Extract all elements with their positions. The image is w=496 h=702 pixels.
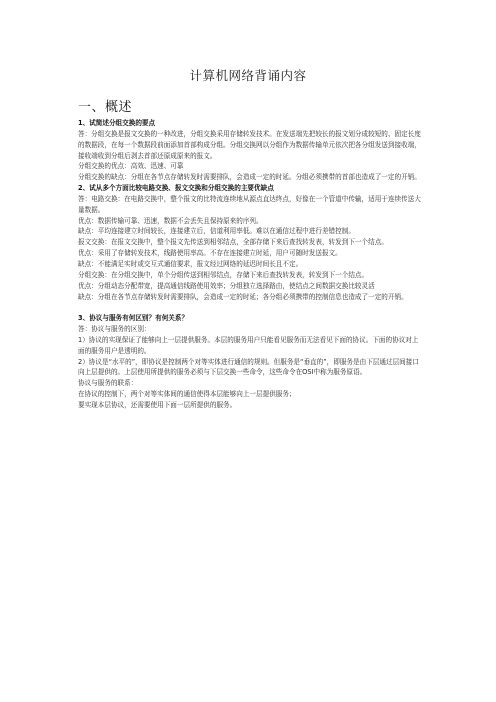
paragraph-gap [78, 302, 422, 313]
paragraph: 缺点：平均连接建立时间较长，连接建立后，信道利用率低。难以在通信过程中进行差错控制。 [78, 227, 355, 236]
paragraph: 答：协议与服务的区别： [78, 325, 151, 334]
paragraph: 优点：采用了存储转发技术，线路使用率高。不存在连接建立时延，用户可随时发送报文。 [78, 249, 342, 258]
paragraph: 答：分组交换是报文交换的一种改进，分组交换采用存储转发技术。在发送端先把较长的报文划分成较短的、固定长度的数据段，在每一个数据段前面添加首部构成分组。分组交换网以分组作为数据传输单元依次把各分组发送到接收端，接收端收到分组后剥去首部还原成原来的报文。 [78, 129, 421, 160]
paragraph: 分组交换的优点：高效、迅速、可靠 [78, 162, 184, 171]
paragraph: 分组交换的缺点：分组在各节点存储转发时需要排队，会造成一定的时延。分组必须携带的首部也造成了一定的开销。 [78, 173, 421, 182]
paragraph: 要实现本层协议，还需要使用下面一层所提供的服务。 [78, 400, 237, 409]
paragraph: 优点：分组动态分配带宽，提高通信线路使用效率；分组独立选择路由，使结点之间数据交换比较灵活 [78, 281, 375, 290]
question-heading: 3、协议与服务有何区别？有何关系？ [78, 314, 189, 323]
section-heading: 一、概述 [78, 100, 133, 115]
paragraph: 报文交换：在报文交换中，整个报文先传送到相邻结点，全部存储下来后查找转发表，转发到下一个结点。 [78, 238, 388, 247]
paragraph: 分组交换：在分组交换中，单个分组传送到相邻结点，存储下来后查找转发表，转发到下一个结点。 [78, 270, 369, 279]
paragraph: 在协议的控制下，两个对等实体间的通信使得本层能够向上一层提供服务； [78, 390, 296, 399]
paragraph: 优点：数据传输可靠、迅速，数据不会丢失且保持原来的序列。 [78, 216, 263, 225]
paragraph: 1）协议的实现保证了能够向上一层提供服务。本层的服务用户只能看见服务而无法看见下面的协议。下面的协议对上面的服务用户是透明的。 [78, 335, 419, 355]
paragraph: 2）协议是“水平的”，即协议是控制两个对等实体进行通信的规则。但服务是“垂直的”，即服务是由下层通过层间接口向上层提供的。上层使用所提供的服务必须与下层交换一些命令，这些命令在OSI中称为服务原语。 [78, 357, 419, 377]
paragraph: 缺点：不能满足实时或交互式通信要求，报文经过网络的延迟时间长且不定。 [78, 259, 303, 268]
question-heading: 1、试简述分组交换的要点 [78, 119, 156, 127]
paragraph: 答：电路交换：在电路交换中，整个报文的比特流连续地从源点直达终点，好像在一个管道中传输，适用于连续传送大量数据。 [78, 194, 421, 214]
paragraph: 缺点：分组在各节点存储转发时需要排队，会造成一定的时延；各分组必须携带的控制信息也造成了一定的开销。 [78, 292, 408, 301]
question-heading: 2、试从多个方面比较电路交换、报文交换和分组交换的主要优缺点 [78, 184, 274, 193]
document-body [78, 118, 422, 411]
page-title: 计算机网络背诵内容 [189, 68, 307, 83]
paragraph: 协议与服务的联系： [78, 379, 138, 388]
